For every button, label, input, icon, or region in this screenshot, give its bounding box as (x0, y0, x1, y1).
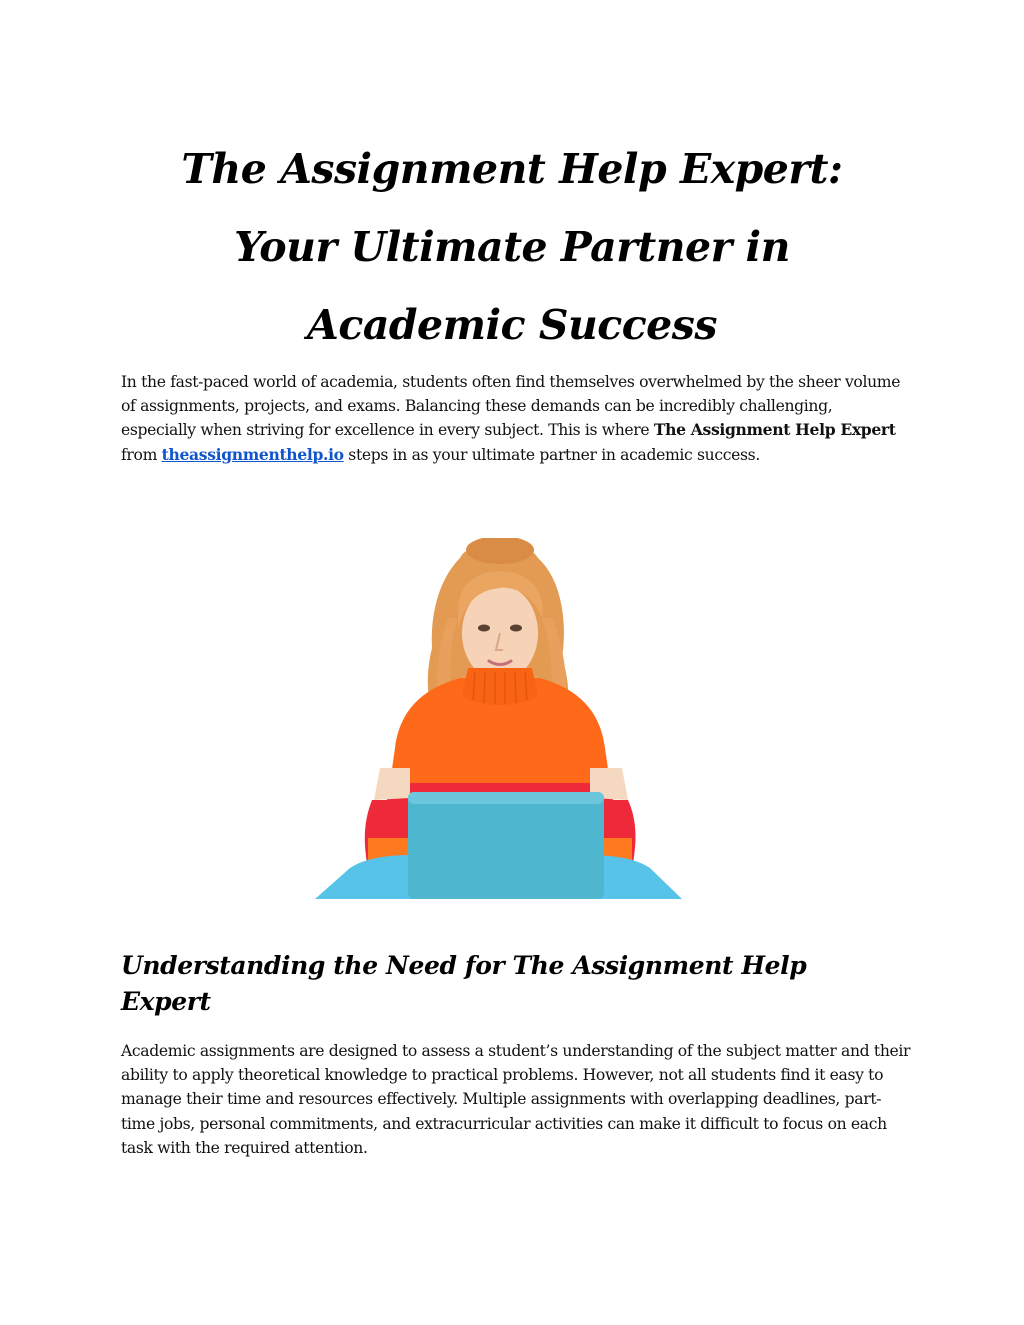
left-eye (478, 625, 490, 632)
site-link[interactable]: theassignmenthelp.io (161, 444, 344, 464)
section-heading: Understanding the Need for The Assignment Help Expert (121, 951, 807, 1016)
intro-text-from: from (121, 445, 162, 464)
document-title (100, 130, 924, 364)
laptop-shade (408, 792, 604, 804)
student-with-laptop-image (310, 538, 690, 899)
intro-text-after: steps in as your ultimate partner in academic success. (343, 445, 760, 464)
intro-paragraph (121, 370, 911, 467)
intro-bold-name: The Assignment Help Expert (653, 420, 896, 440)
sleeve-stripe-left (374, 768, 410, 800)
title-line-2: Your Ultimate Partner in (234, 223, 790, 271)
title-line-1: The Assignment Help Expert: (181, 145, 843, 193)
title-line-3: Academic Success (307, 301, 717, 349)
laptop (408, 792, 604, 899)
intro-text-before: In the fast-paced world of academia, students often find themselves overwhelmed by the sheer volume of assignments, projects, and exams. Balancing these demands can be incredibly challenging, especially when striving for excellence in every subject. This is where (121, 373, 901, 440)
section-paragraph: Academic assignments are designed to assess a student’s understanding of the subject matter and their ability to apply theoretical knowledge to practical problems. However, not all students find it easy to manage their time and resources effectively. Multiple assignments with overlapping deadlines, part-time jobs, personal commitments, and extracurricular activities can make it difficult to focus on each task with the required attention. (121, 1042, 911, 1157)
right-eye (510, 625, 522, 632)
